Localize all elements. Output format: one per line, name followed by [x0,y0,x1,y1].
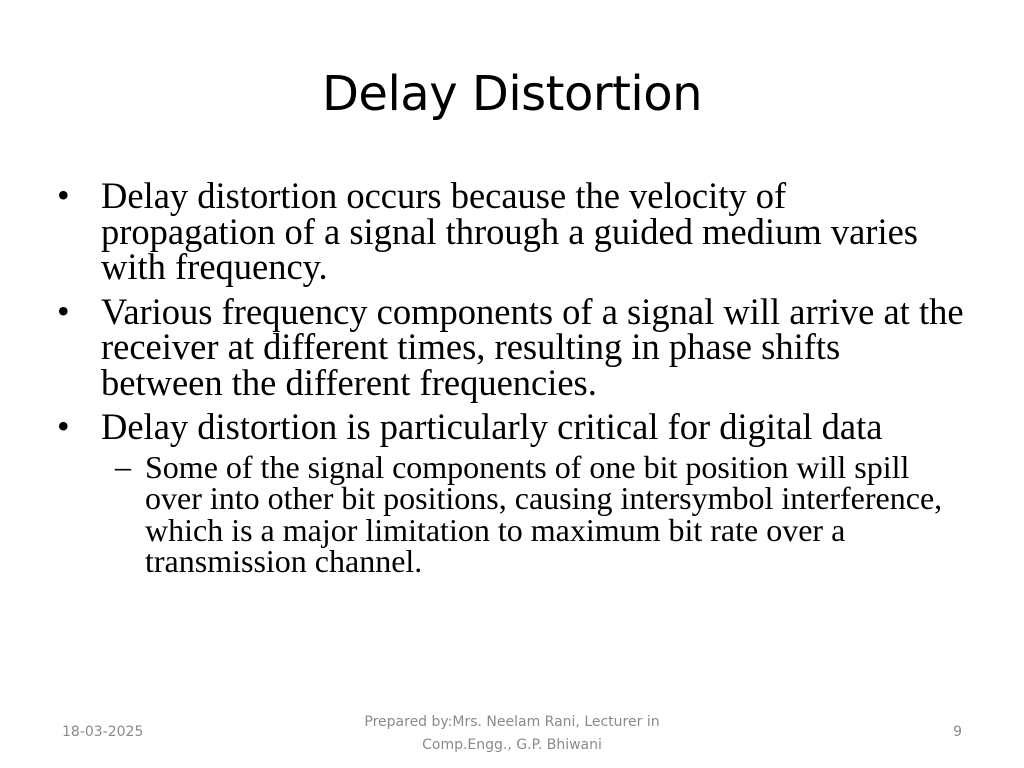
bullet-item [56,406,966,447]
bullet-text: Delay distortion occurs because the velocity of propagation of a signal through a guided medium varies with frequency. [101,175,918,287]
bullet-marker: • [57,175,70,215]
footer-prepared-line-1: Prepared by:Mrs. Neelam Rani, Lecturer in [364,714,660,730]
slide-body [56,175,966,579]
bullet-item [56,290,966,403]
sub-bullet-text: Some of the signal components of one bit position will spill over into other bit positions, causing intersymbol interference, which is a major limitation to maximum bit rate over a transmission channel. [145,448,943,579]
page-number: 9 [953,724,962,740]
footer-prepared-by [352,711,672,757]
slide-title: Delay Distortion [321,66,703,122]
sub-bullet-marker: – [115,447,131,484]
bullet-marker: • [57,290,70,331]
footer-date: 18-03-2025 [62,724,144,740]
footer-prepared-line-2: Comp.Engg., G.P. Bhiwani [422,737,602,753]
bullet-item [56,175,966,287]
bullet-marker: • [57,406,70,446]
sub-bullet-item [101,447,966,579]
bullet-text: Delay distortion is particularly critical for digital data [101,406,883,447]
bullet-text: Various frequency components of a signal will arrive at the receiver at different times, resulting in phase shifts between the different frequencies. [101,290,964,403]
